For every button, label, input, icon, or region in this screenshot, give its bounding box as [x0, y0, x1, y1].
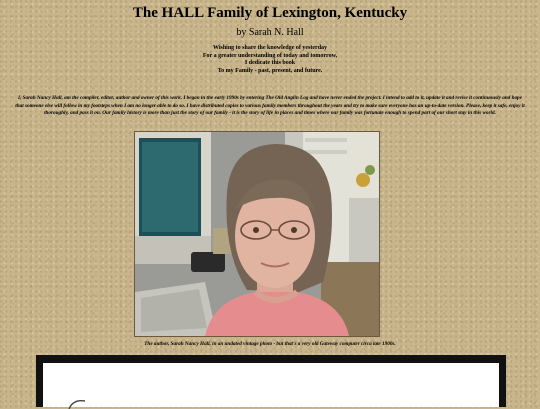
dedication-line: To my Family - past, present, and future.: [217, 67, 323, 74]
dedication-line: I dedicate this book: [244, 60, 296, 67]
author-photo-illustration: [135, 132, 379, 336]
intro-paragraph: I, Sarah Nancy Hall, am the compiler, editor, author and owner of this work. I began in the early 1990s by entering The Old Anglin Log and have never ended the project. I intend to add to it, update it and revise it continuously and hope that someone else will follow in my footsteps when I am no longer able to do so. I have distributed copies to various family members throughout the years and try to make sure everyone has an up-to-date version. Please, keep it safe, enjoy it thoroughly, and pass it on. Our family history is more than just the story of our family - it is the story of life in places and times where our family was fortunate enough to spend part of our short stay in this world.: [15, 95, 525, 116]
dedication-block: [0, 45, 540, 75]
photo-caption: The author, Sarah Nancy Hall, in an undated vintage photo - but that's a very old Gateway computer circa late 1900s.: [144, 341, 396, 347]
dedication-line: For a greater understanding of today and tomorrow,: [202, 52, 338, 59]
next-image: [43, 363, 499, 407]
author-byline: by Sarah N. Hall: [236, 27, 304, 38]
author-photo: [134, 131, 380, 337]
next-image-frame: [36, 355, 506, 407]
dedication-line: Wishing to share the knowledge of yesterday: [212, 45, 328, 51]
page-title: The HALL Family of Lexington, Kentucky: [132, 5, 408, 21]
script-flourish-icon: [67, 397, 107, 409]
